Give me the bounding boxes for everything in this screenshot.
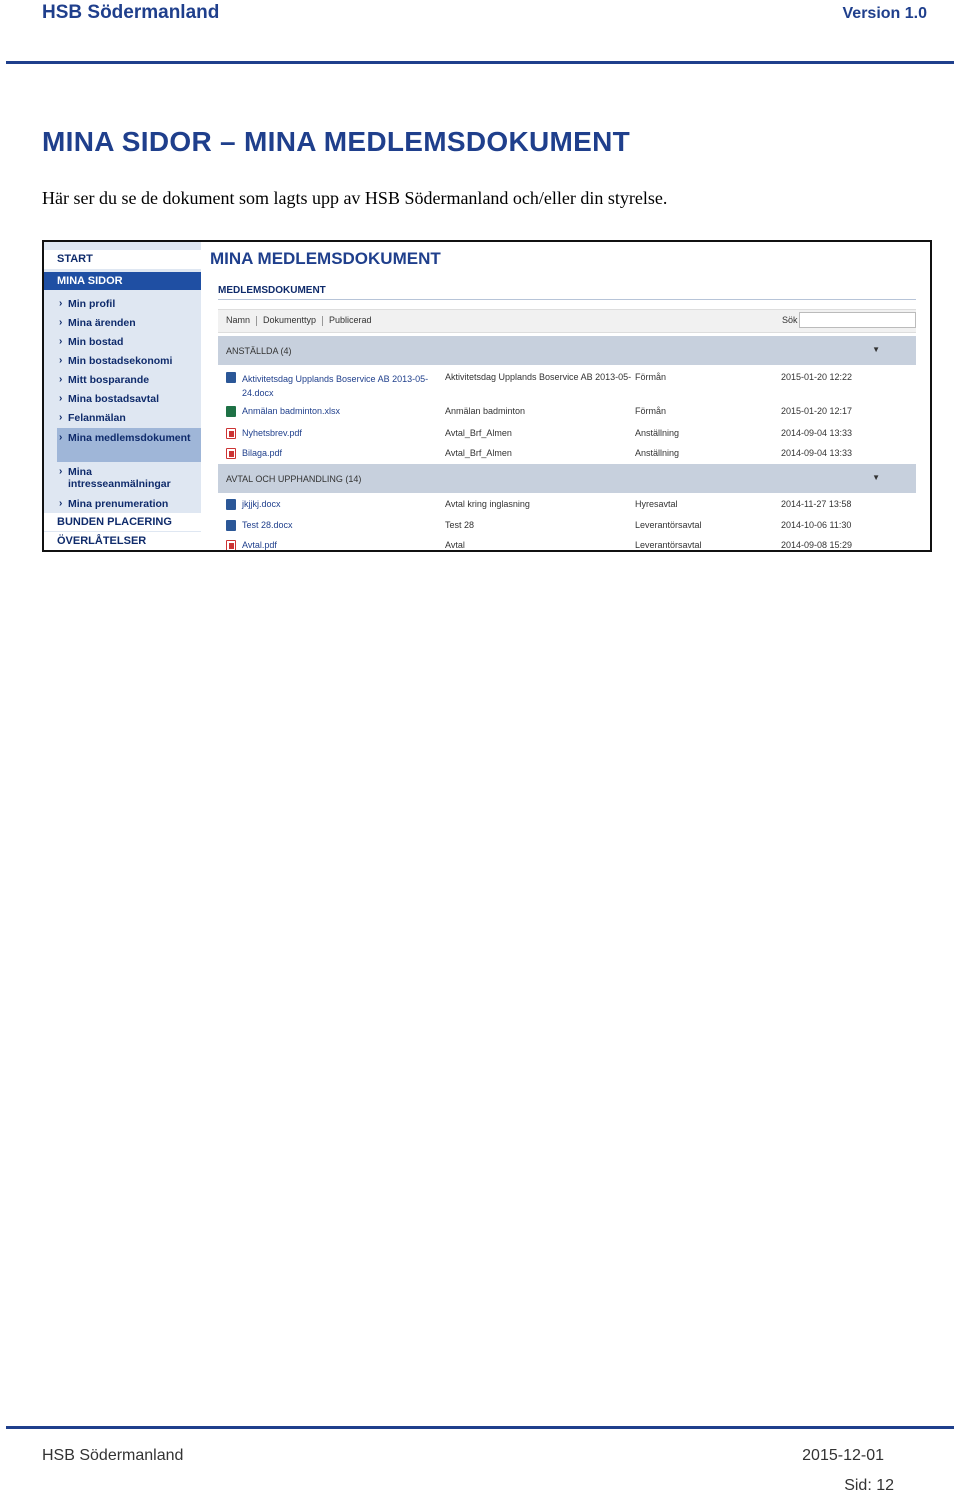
- group-header-anstallda[interactable]: [218, 336, 916, 365]
- sidebar-item-label: Min profil: [68, 298, 116, 310]
- sort-bar: [218, 309, 916, 333]
- sidebar-item-mina-bostadsavtal[interactable]: [57, 393, 201, 405]
- page-title: MINA SIDOR – MINA MEDLEMSDOKUMENT: [42, 126, 631, 157]
- sort-dokumenttyp[interactable]: Dokumenttyp: [263, 315, 317, 325]
- caret-down-icon: ▼: [872, 345, 880, 354]
- table-row[interactable]: [218, 540, 916, 552]
- doc-date: 2015-01-20 12:17: [781, 406, 853, 416]
- chevron-right-icon: ›: [59, 498, 63, 509]
- sidebar-item-mina-arenden[interactable]: [57, 317, 201, 329]
- sidebar-overlatelser[interactable]: ÖVERLÅTELSER: [44, 532, 201, 550]
- doc-type: Förmån: [635, 406, 667, 416]
- sidebar-item-label: Mina prenumeration: [68, 498, 169, 510]
- table-row[interactable]: [218, 520, 916, 538]
- chevron-right-icon: ›: [59, 432, 63, 443]
- sidebar-item-min-profil[interactable]: [57, 298, 201, 310]
- screenshot-frame: [42, 240, 932, 552]
- group-header-avtal[interactable]: [218, 464, 916, 493]
- section-divider: [218, 299, 916, 300]
- chevron-right-icon: ›: [59, 466, 63, 477]
- pdf-file-icon: [226, 540, 236, 551]
- doc-date: 2014-11-27 13:58: [781, 499, 852, 509]
- tab-separator: [322, 316, 323, 326]
- chevron-right-icon: ›: [59, 355, 63, 366]
- sort-publicerad[interactable]: Publicerad: [329, 315, 372, 325]
- doc-date: 2014-09-04 13:33: [781, 448, 853, 458]
- word-file-icon: [226, 372, 236, 383]
- chevron-right-icon: ›: [59, 336, 63, 347]
- doc-type: Leverantörsavtal: [635, 520, 702, 530]
- sidebar: [44, 242, 201, 550]
- doc-title: Avtal: [445, 540, 465, 550]
- sidebar-item-label: Mina bostadsavtal: [68, 393, 160, 405]
- excel-file-icon: [226, 406, 236, 417]
- section-title: MEDLEMSDOKUMENT: [218, 285, 326, 296]
- intro-text: Här ser du se de dokument som lagts upp av HSB Södermanland och/eller din styrelse.: [42, 188, 668, 208]
- chevron-right-icon: ›: [59, 393, 63, 404]
- footer-rule: [6, 1426, 954, 1429]
- doc-type: Anställning: [635, 428, 680, 438]
- chevron-right-icon: ›: [59, 298, 63, 309]
- doc-title: Test 28: [445, 520, 475, 530]
- sidebar-mina-sidor[interactable]: MINA SIDOR: [44, 272, 201, 290]
- doc-date: 2015-01-20 12:22: [781, 372, 853, 382]
- table-row[interactable]: [218, 406, 916, 424]
- word-file-icon: [226, 499, 236, 510]
- sidebar-item-label: Min bostadsekonomi: [68, 355, 173, 367]
- table-row[interactable]: [218, 428, 916, 446]
- doc-date: 2014-10-06 11:30: [781, 520, 852, 530]
- doc-date: 2014-09-08 15:29: [781, 540, 853, 550]
- doc-type: Anställning: [635, 448, 680, 458]
- footer-date: 2015-12-01: [802, 1447, 884, 1464]
- chevron-right-icon: ›: [59, 412, 63, 423]
- table-row[interactable]: [218, 499, 916, 517]
- sort-namn[interactable]: Namn: [226, 315, 251, 325]
- sidebar-item-min-bostad[interactable]: [57, 336, 201, 348]
- sidebar-item-mitt-bosparande[interactable]: [57, 374, 201, 386]
- doc-title: Avtal_Brf_Almen: [445, 448, 512, 458]
- file-link[interactable]: Avtal.pdf: [242, 540, 277, 550]
- sidebar-item-label: Mitt bosparande: [68, 374, 150, 386]
- table-row[interactable]: [218, 372, 916, 400]
- sidebar-bunden-placering[interactable]: BUNDEN PLACERING: [44, 513, 201, 531]
- sidebar-start-link[interactable]: START: [44, 250, 201, 269]
- sidebar-item-mina-medlemsdokument[interactable]: [57, 428, 201, 462]
- sidebar-item-min-bostadsekonomi[interactable]: [57, 355, 201, 367]
- pdf-file-icon: [226, 448, 236, 459]
- footer-org: HSB Södermanland: [42, 1447, 184, 1464]
- word-file-icon: [226, 520, 236, 531]
- doc-title: Aktivitetsdag Upplands Boservice AB 2013-05-: [445, 372, 632, 382]
- doc-title: Anmälan badminton: [445, 406, 526, 416]
- doc-date: 2014-09-04 13:33: [781, 428, 853, 438]
- sidebar-item-felanmalan[interactable]: [57, 412, 201, 424]
- sidebar-item-label: Min bostad: [68, 336, 124, 348]
- sidebar-item-label: Felanmälan: [68, 412, 126, 424]
- chevron-right-icon: ›: [59, 317, 63, 328]
- file-link[interactable]: Test 28.docx: [242, 520, 293, 530]
- search-input[interactable]: [799, 312, 916, 328]
- file-link[interactable]: Nyhetsbrev.pdf: [242, 428, 302, 438]
- caret-down-icon: ▼: [872, 473, 880, 482]
- header-version: Version 1.0: [842, 5, 927, 22]
- doc-type: Hyresavtal: [635, 499, 678, 509]
- doc-type: Leverantörsavtal: [635, 540, 702, 550]
- sidebar-item-label: Mina medlemsdokument: [68, 432, 191, 444]
- sidebar-item-mina-intresseanmalningar[interactable]: [57, 466, 189, 490]
- file-link[interactable]: Aktivitetsdag Upplands Boservice AB 2013-05- 24.docx: [242, 374, 429, 398]
- group-label: AVTAL OCH UPPHANDLING (14): [226, 474, 362, 484]
- tab-separator: [256, 316, 257, 326]
- group-label: ANSTÄLLDA (4): [226, 346, 292, 356]
- pdf-file-icon: [226, 428, 236, 439]
- sidebar-item-label: Mina ärenden: [68, 317, 136, 329]
- sidebar-item-label: Mina intresseanmälningar: [68, 466, 171, 490]
- doc-title: Avtal kring inglasning: [445, 499, 530, 509]
- header-org: HSB Södermanland: [42, 2, 220, 23]
- doc-type: Förmån: [635, 372, 667, 382]
- file-link[interactable]: Bilaga.pdf: [242, 448, 283, 458]
- file-link[interactable]: Anmälan badminton.xlsx: [242, 406, 341, 416]
- footer-page-number: Sid: 12: [844, 1477, 894, 1494]
- file-link[interactable]: jkjjkj.docx: [242, 499, 281, 509]
- chevron-right-icon: ›: [59, 374, 63, 385]
- header-rule: [6, 61, 954, 64]
- doc-title: Avtal_Brf_Almen: [445, 428, 512, 438]
- main-title: MINA MEDLEMSDOKUMENT: [210, 249, 441, 268]
- sidebar-item-mina-prenumeration[interactable]: [57, 498, 201, 510]
- main-content: [201, 242, 930, 550]
- search-label: Sök: [782, 315, 798, 325]
